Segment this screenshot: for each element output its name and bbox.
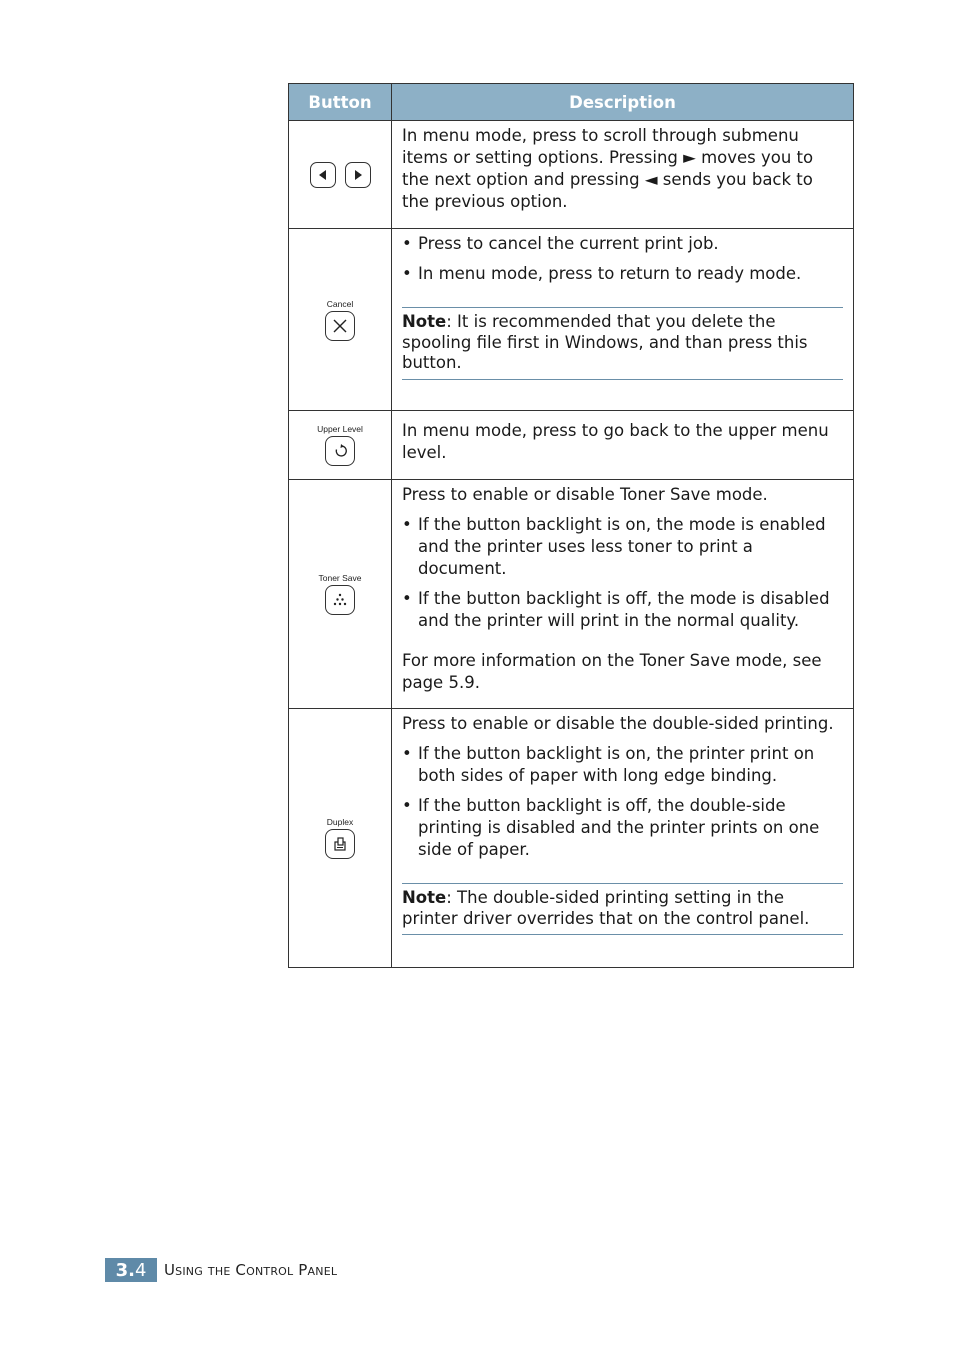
page-number-major: 3. — [115, 1259, 135, 1281]
button-cell-arrows — [289, 121, 392, 229]
list-item: • Press to cancel the current print job. — [402, 233, 843, 255]
intro-text: Press to enable or disable Toner Save mode. — [402, 485, 768, 504]
cancel-x-icon — [325, 311, 355, 341]
button-cell-cancel — [289, 229, 392, 411]
left-arrow-key-icon — [310, 162, 336, 188]
table-row — [289, 229, 854, 411]
bullet-list — [402, 514, 843, 632]
toner-dots-icon — [325, 585, 355, 615]
page-number-badge — [105, 1258, 157, 1282]
button-cell-toner-save — [289, 480, 392, 709]
description-cell-upper-level — [392, 411, 854, 480]
toner-save-button-label: Toner Save — [318, 573, 362, 583]
button-description-table — [288, 83, 854, 968]
outro-text: For more information on the Toner Save mode, see page 5.9. — [402, 651, 822, 692]
cancel-button-label: Cancel — [326, 298, 354, 309]
duplex-button-label: Duplex — [326, 817, 354, 827]
header-description: Description — [392, 84, 854, 121]
list-item: • In menu mode, press to return to ready mode. — [402, 263, 843, 285]
note-box — [402, 883, 843, 935]
button-cell-duplex — [289, 709, 392, 968]
note-label: Note — [402, 888, 447, 907]
upper-level-button-label: Upper Level — [317, 424, 363, 434]
header-button: Button — [289, 84, 392, 121]
table-header-row — [289, 84, 854, 121]
table-row — [289, 480, 854, 709]
description-text: In menu mode, press to scroll through submenu items or setting options. Pressing ► moves you to the next option and pressing ◄ sends you back to the previous option. — [402, 126, 814, 211]
button-cell-upper-level — [289, 411, 392, 480]
page-footer — [105, 1258, 337, 1282]
table-row — [289, 121, 854, 229]
chapter-title: Using the Control Panel — [164, 1261, 338, 1279]
intro-text: Press to enable or disable the double-sided printing. — [402, 714, 834, 733]
description-cell-arrows — [392, 121, 854, 229]
arrow-keys — [310, 162, 371, 188]
bullet-list — [402, 233, 843, 285]
description-cell-duplex — [392, 709, 854, 968]
duplex-pages-icon — [325, 829, 355, 859]
list-item: • If the button backlight is off, the mode is disabled and the printer will print in the normal quality. — [402, 588, 843, 632]
table-row — [289, 709, 854, 968]
description-cell-cancel — [392, 229, 854, 411]
note-label: Note — [402, 312, 447, 331]
note-text: : It is recommended that you delete the spooling file first in Windows, and than press this button. — [402, 312, 808, 372]
bullet-list — [402, 743, 843, 861]
note-box — [402, 307, 843, 380]
list-item: • If the button backlight is on, the printer print on both sides of paper with long edge binding. — [402, 743, 843, 787]
right-arrow-key-icon — [345, 162, 371, 188]
note-text: : The double-sided printing setting in the printer driver overrides that on the control panel. — [402, 888, 810, 928]
page-number-minor: 4 — [134, 1259, 147, 1281]
description-text: In menu mode, press to go back to the upper menu level. — [402, 421, 829, 462]
description-cell-toner-save — [392, 480, 854, 709]
list-item: • If the button backlight is off, the double-side printing is disabled and the printer prints on one side of paper. — [402, 795, 843, 861]
list-item: • If the button backlight is on, the mode is enabled and the printer uses less toner to print a document. — [402, 514, 843, 580]
return-arrow-icon — [325, 436, 355, 466]
table-row — [289, 411, 854, 480]
